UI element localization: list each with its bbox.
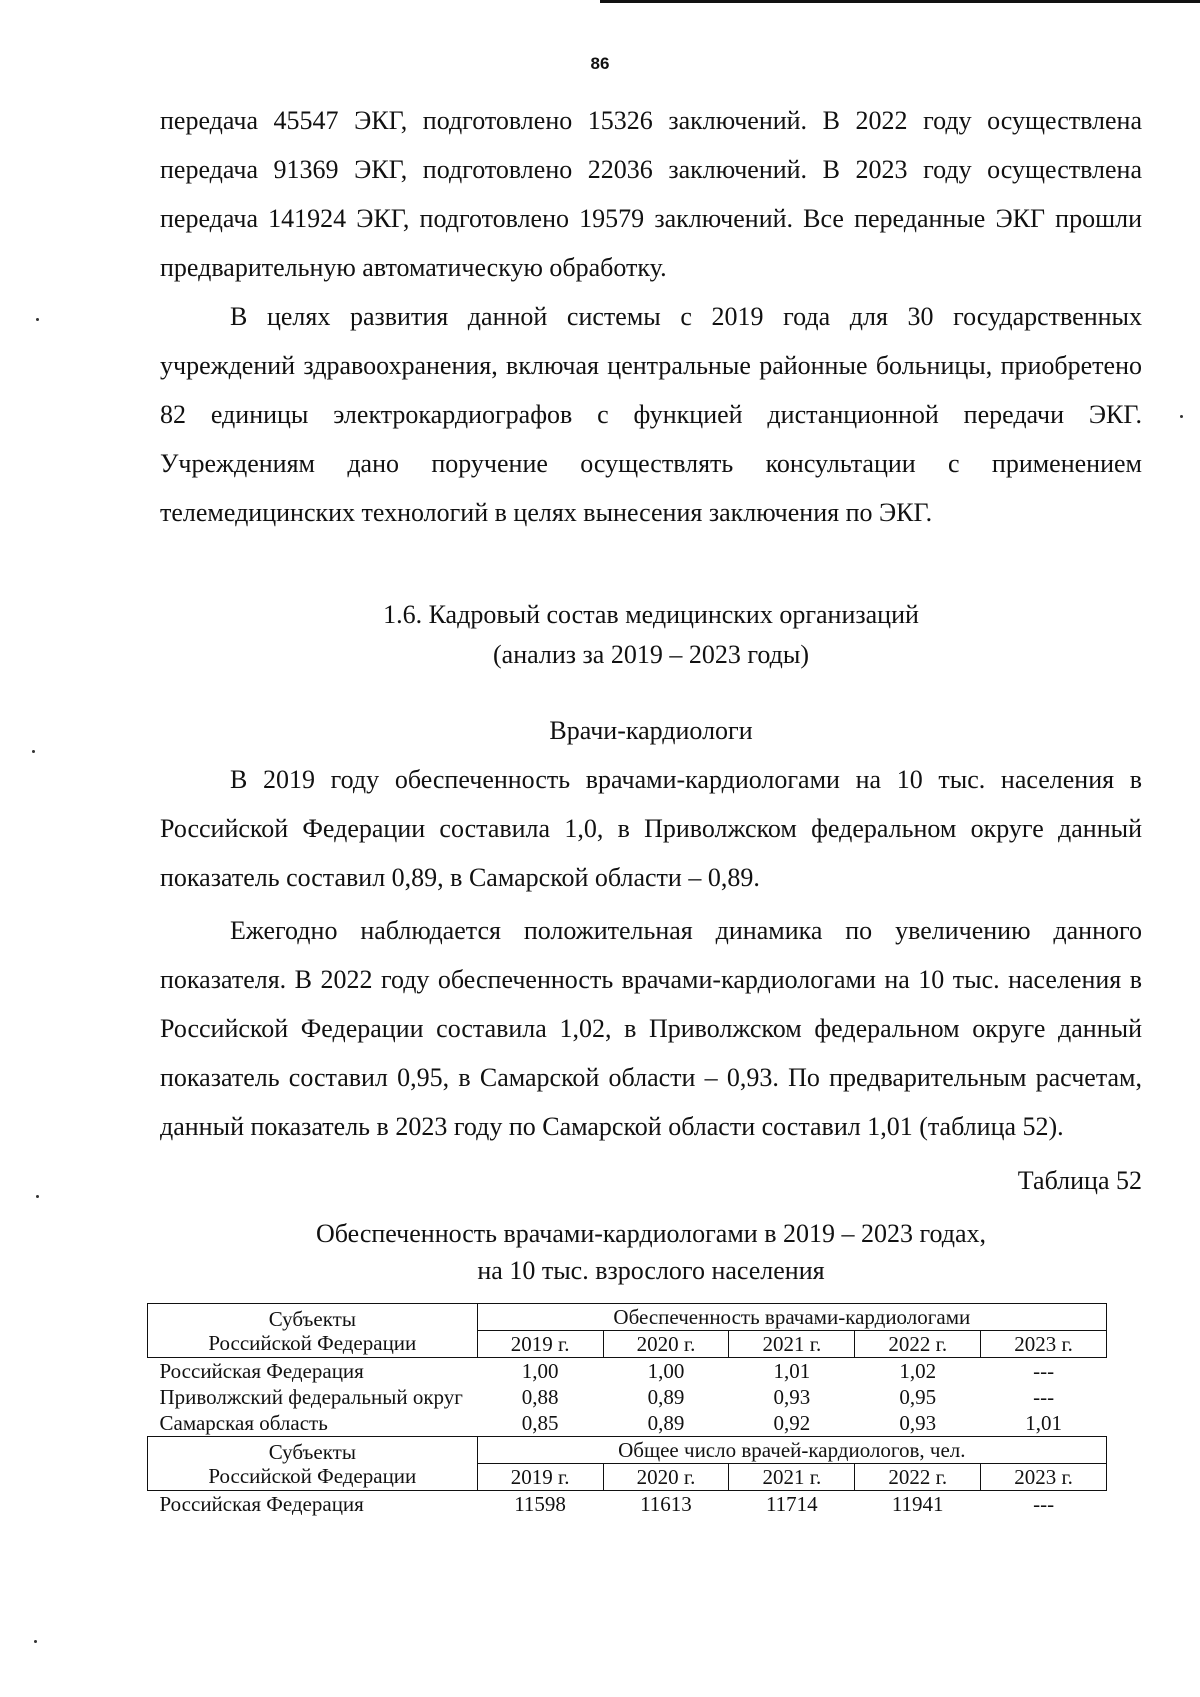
cell-value: 1,00: [521, 1359, 559, 1383]
year-header: 2021 г.: [729, 1331, 855, 1358]
cell-value: 1,02: [899, 1359, 937, 1383]
scan-speck: [36, 1195, 39, 1198]
cell-value: 0,88: [521, 1385, 559, 1409]
cell-value: 0,95: [899, 1385, 937, 1409]
cell-value: 0,85: [477, 1410, 603, 1437]
row-subject: Самарская область: [148, 1410, 478, 1437]
year-header: 2021 г.: [729, 1464, 855, 1491]
subjects-header: Субъекты Российской Федерации: [148, 1437, 478, 1491]
table-header-row: [148, 1437, 1107, 1464]
page-number: 86: [590, 54, 610, 73]
group1-header: Обеспеченность врачами-кардиологами: [477, 1304, 1106, 1331]
scan-speck: [36, 318, 39, 321]
section-title: [160, 595, 1142, 675]
cell-value: 0,89: [603, 1410, 729, 1437]
table-row: [148, 1384, 1107, 1410]
cell-value: 1,01: [773, 1359, 811, 1383]
year-header: 2022 г.: [855, 1464, 981, 1491]
table-caption-line2: на 10 тыс. взрослого населения: [477, 1256, 825, 1285]
cell-value: 11714: [765, 1492, 818, 1516]
scan-speck: [32, 750, 35, 753]
table-row: [148, 1491, 1107, 1518]
year-header: 2023 г.: [981, 1331, 1107, 1358]
paragraph-dynamics: Ежегодно наблюдается положительная динамика по увеличению данного показателя. В 2022 году обеспеченность врачами-кардиологами на 10 тыс. населения в Российской Федерации составила 1,02, в Приволжском федеральном округе данный показатель составил 0,95, в Самарской области – 0,93. По предварительным расчетам, данный показатель в 2023 году по Самарской области составил 1,01 (таблица 52).: [160, 916, 1142, 1141]
cell-value: 1,00: [647, 1359, 685, 1383]
cell-value: 1,01: [981, 1410, 1107, 1437]
cell-value: 11941: [891, 1492, 944, 1516]
cell-value: ---: [1033, 1492, 1055, 1516]
cell-value: ---: [1033, 1359, 1055, 1383]
year-header: 2019 г.: [477, 1464, 603, 1491]
group2-header: Общее число врачей-кардиологов, чел.: [477, 1437, 1106, 1464]
top-rule: [600, 0, 1200, 3]
table-label: Таблица 52: [1017, 1166, 1142, 1195]
cell-value: 0,93: [855, 1410, 981, 1437]
year-header: 2020 г.: [603, 1464, 729, 1491]
section-title-line1: 1.6. Кадровый состав медицинских организаций: [383, 600, 919, 629]
cell-value: 0,89: [647, 1385, 685, 1409]
section-subtitle: Врачи-кардиологи: [549, 716, 753, 745]
cell-value: 11613: [640, 1492, 692, 1516]
paragraph-ecg-equipment: В целях развития данной системы с 2019 года для 30 государственных учреждений здравоохранения, включая центральные районные больницы, приобретено 82 единицы электрокардиографов с функцией дистанционной передачи ЭКГ. Учреждениям дано поручение осуществлять консультации с применением телемедицинских технологий в целях вынесения заключения по ЭКГ.: [160, 302, 1142, 527]
row-subject: Приволжский федеральный округ: [159, 1385, 463, 1409]
scan-speck: [1180, 415, 1183, 418]
year-header: 2019 г.: [477, 1331, 603, 1358]
cell-value: ---: [1033, 1385, 1055, 1409]
table-row: [148, 1358, 1107, 1385]
subjects-header: Субъекты Российской Федерации: [148, 1304, 478, 1358]
table-row: [148, 1410, 1107, 1437]
row-subject: Российская Федерация: [159, 1359, 364, 1383]
paragraph-ecg-transmission: передача 45547 ЭКГ, подготовлено 15326 заключений. В 2022 году осуществлена передача 91369 ЭКГ, подготовлено 22036 заключений. В 2023 году осуществлена передача 141924 ЭКГ, подготовлено 19579 заключений. Все переданные ЭКГ прошли предварительную автоматическую обработку.: [160, 106, 1142, 282]
paragraph-2019-indicator: В 2019 году обеспеченность врачами-кардиологами на 10 тыс. населения в Российской Федерации составила 1,0, в Приволжском федеральном округе данный показатель составил 0,89, в Самарской области – 0,89.: [160, 765, 1142, 892]
year-header: 2023 г.: [981, 1464, 1107, 1491]
cell-value: 11598: [514, 1492, 566, 1516]
table-header-row: [148, 1304, 1107, 1331]
section-title-line2: (анализ за 2019 – 2023 годы): [493, 640, 809, 669]
cell-value: 0,93: [773, 1385, 811, 1409]
year-header: 2020 г.: [603, 1331, 729, 1358]
cardiologists-table: [147, 1303, 1107, 1517]
cell-value: 0,92: [729, 1410, 855, 1437]
year-header: 2022 г.: [855, 1331, 981, 1358]
scan-speck: [34, 1640, 37, 1643]
page-content: [160, 96, 1142, 1289]
table-caption: [160, 1215, 1142, 1289]
table-caption-line1: Обеспеченность врачами-кардиологами в 2019 – 2023 годах,: [315, 1219, 987, 1248]
row-subject: Российская Федерация: [159, 1492, 364, 1516]
